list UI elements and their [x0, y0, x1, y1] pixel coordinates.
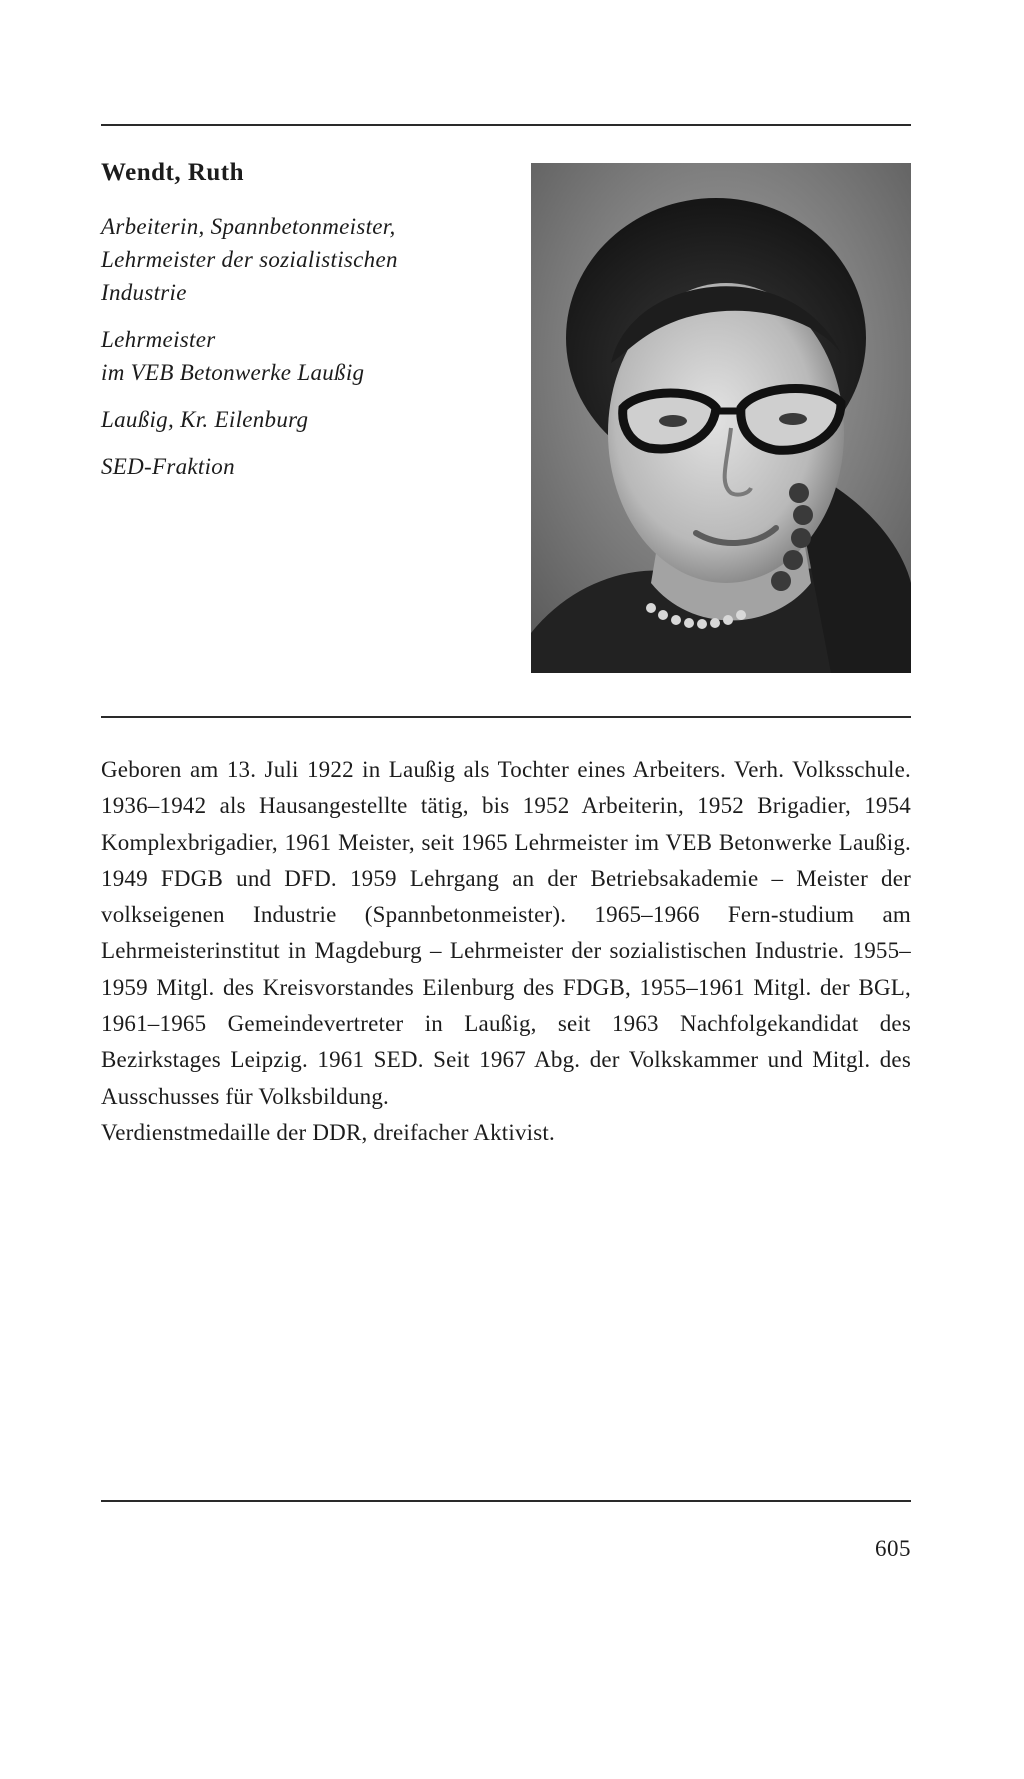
- position-line: Lehrmeister: [101, 327, 216, 352]
- entry-header: [101, 158, 521, 497]
- biography: [101, 752, 911, 1151]
- portrait-photo: [531, 163, 911, 673]
- biography-awards: Verdienstmedaille der DDR, dreifacher Aktivist.: [101, 1119, 555, 1145]
- residence-block: [101, 403, 521, 436]
- occupation-line: Industrie: [101, 280, 187, 305]
- occupation-block: [101, 210, 521, 309]
- middle-rule: [101, 716, 911, 718]
- bottom-rule: [101, 1500, 911, 1502]
- top-rule: [101, 124, 911, 126]
- occupation-line: Arbeiterin, Spannbetonmeister,: [101, 214, 396, 239]
- faction-block: [101, 450, 521, 483]
- person-name: Wendt, Ruth: [101, 159, 245, 186]
- occupation-line: Lehrmeister der sozialistischen: [101, 247, 398, 272]
- page-number: 605: [875, 1536, 911, 1561]
- position-line: im VEB Betonwerke Laußig: [101, 360, 365, 385]
- biography-paragraph: Geboren am 13. Juli 1922 in Laußig als Tochter eines Arbeiters. Verh. Volksschule. 1936–1942 als Hausangestellte tätig, bis 1952 Arbeiterin, 1952 Brigadier, 1954 Komplexbrigadier, 1961 Meister, seit 1965 Lehrmeister im VEB Betonwerke Laußig. 1949 FDGB und DFD. 1959 Lehrgang an der Betriebsakademie – Meister der volkseigenen Industrie (Spannbetonmeister). 1965–1966 Fern-studium am Lehrmeisterinstitut in Magdeburg – Lehrmeister der sozialistischen Industrie. 1955–1959 Mitgl. des Kreisvorstandes Eilenburg des FDGB, 1955–1961 Mitgl. der BGL, 1961–1965 Gemeindevertreter in Laußig, seit 1963 Nachfolgekandidat des Bezirkstages Leipzig. 1961 SED. Seit 1967 Abg. der Volkskammer und Mitgl. des Ausschusses für Volksbildung.: [101, 757, 911, 1109]
- residence: Laußig, Kr. Eilenburg: [101, 407, 309, 432]
- faction: SED-Fraktion: [101, 454, 235, 479]
- position-block: [101, 323, 521, 389]
